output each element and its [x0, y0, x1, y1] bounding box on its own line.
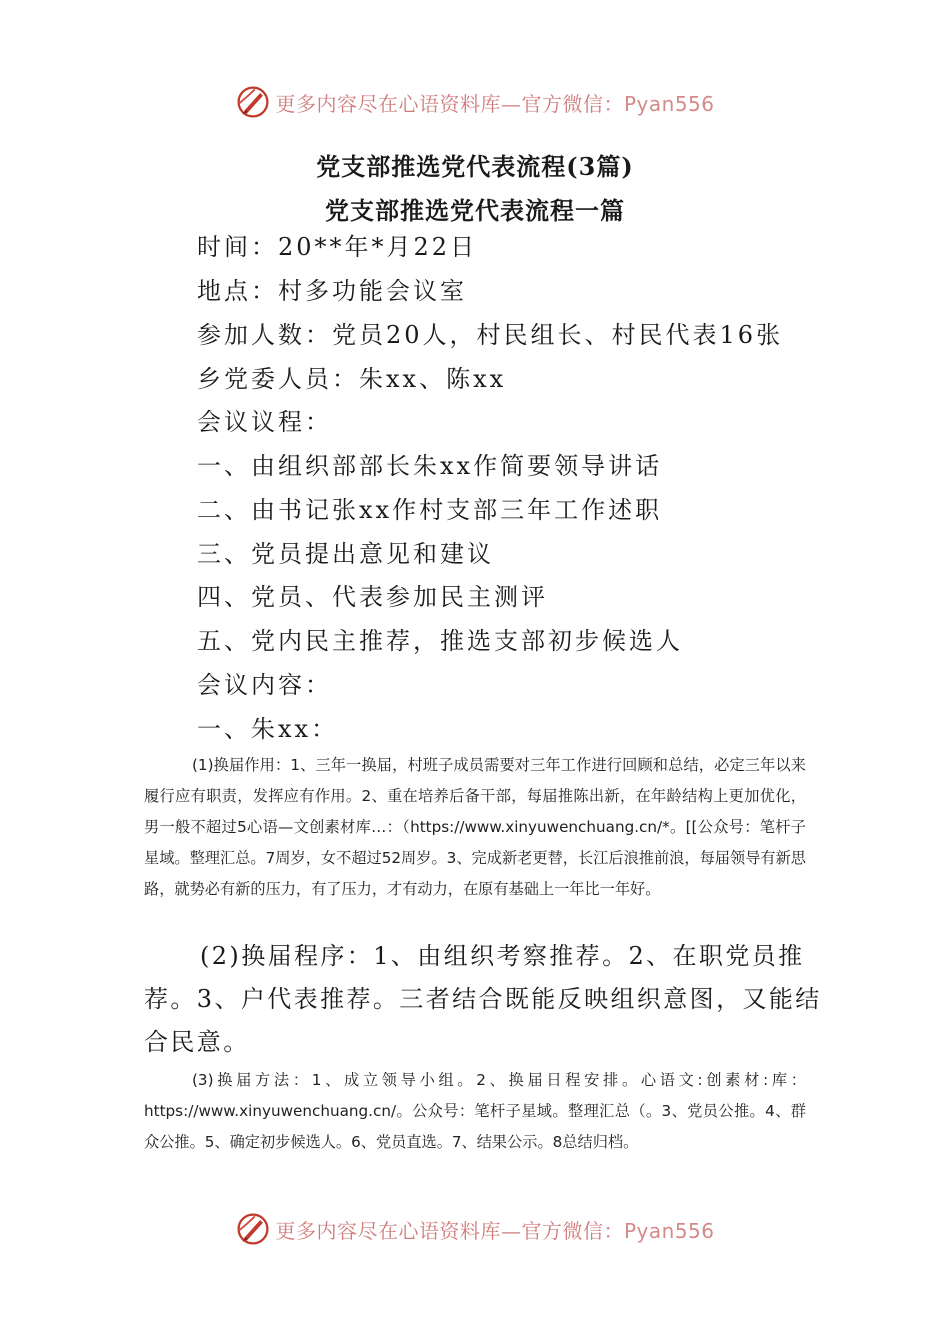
content-heading: 会议内容： [197, 671, 332, 699]
header-banner [0, 82, 950, 122]
paragraph-procedure: (2)换届程序：1、由组织考察推荐。2、在职党员推荐。3、户代表推荐。三者结合既能反映组织意图，又能结合民意。 [144, 942, 822, 1056]
banner-text: 更多内容尽在心语资料库—官方微信：Pyan556 [275, 1218, 715, 1243]
attendee-count: 参加人数：党员20人，村民组长、村民代表16张 [197, 321, 784, 349]
agenda-heading: 会议议程： [197, 408, 332, 436]
banner-text: 更多内容尽在心语资料库—官方微信：Pyan556 [275, 91, 715, 116]
agenda-item-1: 一、由组织部部长朱xx作简要领导讲话 [197, 452, 663, 480]
agenda-item-3: 三、党员提出意见和建议 [197, 540, 494, 568]
document-subtitle: 党支部推选党代表流程一篇 [325, 196, 625, 225]
paragraph-role: (1)换届作用：1、三年一换届，村班子成员需要对三年工作进行回顾和总结，必定三年以来履行应有职责，发挥应有作用。2、重在培养后备干部，每届推陈出新，在年龄结构上更加优化，男一般不超过5心语—文创素材库…：（https://www.xinyuwenchuang.cn/*。[[公众号：笔杆子星域。整理汇总。7周岁，女不超过52周岁。3、完成新老更替，长江后浪推前浪，每届领导有新思路，就势必有新的压力，有了压力，才有动力，在原有基础上一年比一年好。 [144, 756, 806, 898]
banner-wechat-id: Pyan556 [623, 1218, 715, 1243]
speaker-heading: 一、朱xx： [197, 715, 339, 743]
meeting-location: 地点：村多功能会议室 [197, 277, 467, 305]
meeting-time: 时间：20**年*月22日 [197, 233, 478, 261]
committee-members: 乡党委人员：朱xx、陈xx [197, 365, 507, 393]
pen-logo-icon [235, 84, 271, 120]
agenda-item-2: 二、由书记张xx作村支部三年工作述职 [197, 496, 663, 524]
pen-logo-icon [235, 1211, 271, 1247]
paragraph-method: (3)换届方法：1、成立领导小组。2、换届日程安排。心语文:创素材:库：https://www.xinyuwenchuang.cn/。公众号：笔杆子星域。整理汇总（。3、党员公推。4、群众公推。5、确定初步候选人。6、党员直选。7、结果公示。8总结归档。 [144, 1071, 806, 1151]
document-title: 党支部推选党代表流程(3篇) [316, 152, 634, 181]
banner-wechat-id: Pyan556 [623, 91, 715, 116]
agenda-item-5: 五、党内民主推荐，推选支部初步候选人 [197, 627, 683, 655]
agenda-item-4: 四、党员、代表参加民主测评 [197, 583, 548, 611]
footer-banner [0, 1209, 950, 1249]
